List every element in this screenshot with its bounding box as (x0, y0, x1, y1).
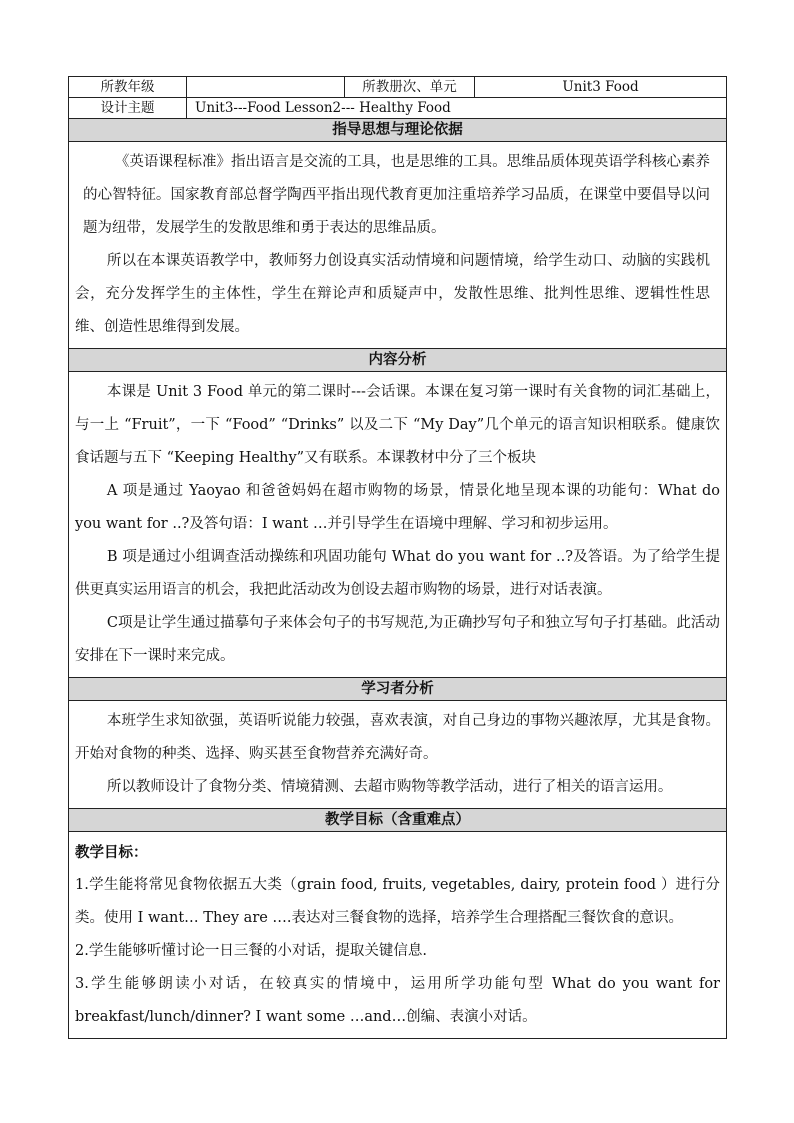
theme-value: Unit3---Food Lesson2--- Healthy Food (187, 98, 727, 119)
section-header-guiding (69, 119, 727, 142)
grade-value (187, 77, 345, 98)
guiding-paragraph-2: 所以在本课英语教学中，教师努力创设真实活动情境和问题情境，给学生动口、动脑的实践机会，充分发挥学生的主体性，学生在辩论声和质疑声中，发散性思维、批判性思维、逻辑性性思维、创造性思维得到发展。 (75, 253, 710, 335)
section-body-content (69, 372, 727, 678)
section-body-guiding (69, 142, 727, 349)
section-header-content (69, 349, 727, 372)
theme-label: 设计主题 (69, 98, 187, 119)
section-title-guiding: 指导思想与理论依据 (69, 119, 727, 142)
header-row-1 (69, 77, 727, 98)
learner-paragraph-2: 所以教师设计了食物分类、情境猜测、去超市购物等教学活动，进行了相关的语言运用。 (106, 779, 673, 795)
objective-item-2: 2.学生能够听懂讨论一日三餐的小对话，提取关键信息. (75, 943, 427, 959)
objective-item-3: 3.学生能够朗读小对话，在较真实的情境中，运用所学功能句型 What do you want for breakfast/lunch/dinner? I want some …and…创编、表演小对话。 (75, 976, 720, 1025)
objective-item-1: 1.学生能将常见食物依据五大类（grain food, fruits, vegetables, dairy, protein food ）进行分类。使用 I want… They are ….表达对三餐食物的选择，培养学生合理搭配三餐饮食的意识。 (75, 877, 720, 926)
section-header-learner (69, 678, 727, 701)
content-paragraph-1: 本课是 Unit 3 Food 单元的第二课时---会话课。本课在复习第一课时有关食物的词汇基础上，与一上 “Fruit”，一下 “Food” “Drinks” 以及二下 “My Day”几个单元的语言知识相联系。健康饮食话题与五下 “Keeping Healthy”又有联系。本课教材中分了三个板块 (75, 384, 720, 466)
lesson-plan-page (68, 76, 726, 1039)
guiding-paragraph-1: 《英语课程标准》指出语言是交流的工具，也是思维的工具。思维品质体现英语学科核心素养的心智特征。国家教育部总督学陶西平指出现代教育更加注重培养学习品质，在课堂中要倡导以问题为纽带，发展学生的发散思维和勇于表达的思维品质。 (83, 154, 710, 236)
section-title-content: 内容分析 (69, 349, 727, 372)
section-title-objectives: 教学目标（含重难点） (69, 809, 727, 832)
content-paragraph-2: A 项是通过 Yaoyao 和爸爸妈妈在超市购物的场景，情景化地呈现本课的功能句：What do you want for ..?及答句语：I want …并引导学生在语境中理解、学习和初步运用。 (75, 483, 720, 532)
volume-value: Unit3 Food (475, 77, 727, 98)
lesson-plan-table (68, 76, 727, 1039)
section-title-learner: 学习者分析 (69, 678, 727, 701)
volume-label: 所教册次、单元 (345, 77, 475, 98)
objectives-heading: 教学目标： (75, 844, 148, 861)
section-header-objectives (69, 809, 727, 832)
section-body-objectives (69, 832, 727, 1039)
section-body-learner (69, 701, 727, 809)
content-paragraph-3: B 项是通过小组调查活动操练和巩固功能句 What do you want for ..?及答语。为了给学生提供更真实运用语言的机会，我把此活动改为创设去超市购物的场景，进行对话表演。 (75, 549, 720, 598)
grade-label: 所教年级 (69, 77, 187, 98)
header-row-2 (69, 98, 727, 119)
learner-paragraph-1: 本班学生求知欲强，英语听说能力较强，喜欢表演，对自己身边的事物兴趣浓厚，尤其是食物。开始对食物的种类、选择、购买甚至食物营养充满好奇。 (75, 713, 720, 762)
content-paragraph-4: C项是让学生通过描摹句子来体会句子的书写规范,为正确抄写句子和独立写句子打基础。此活动安排在下一课时来完成。 (75, 615, 720, 664)
